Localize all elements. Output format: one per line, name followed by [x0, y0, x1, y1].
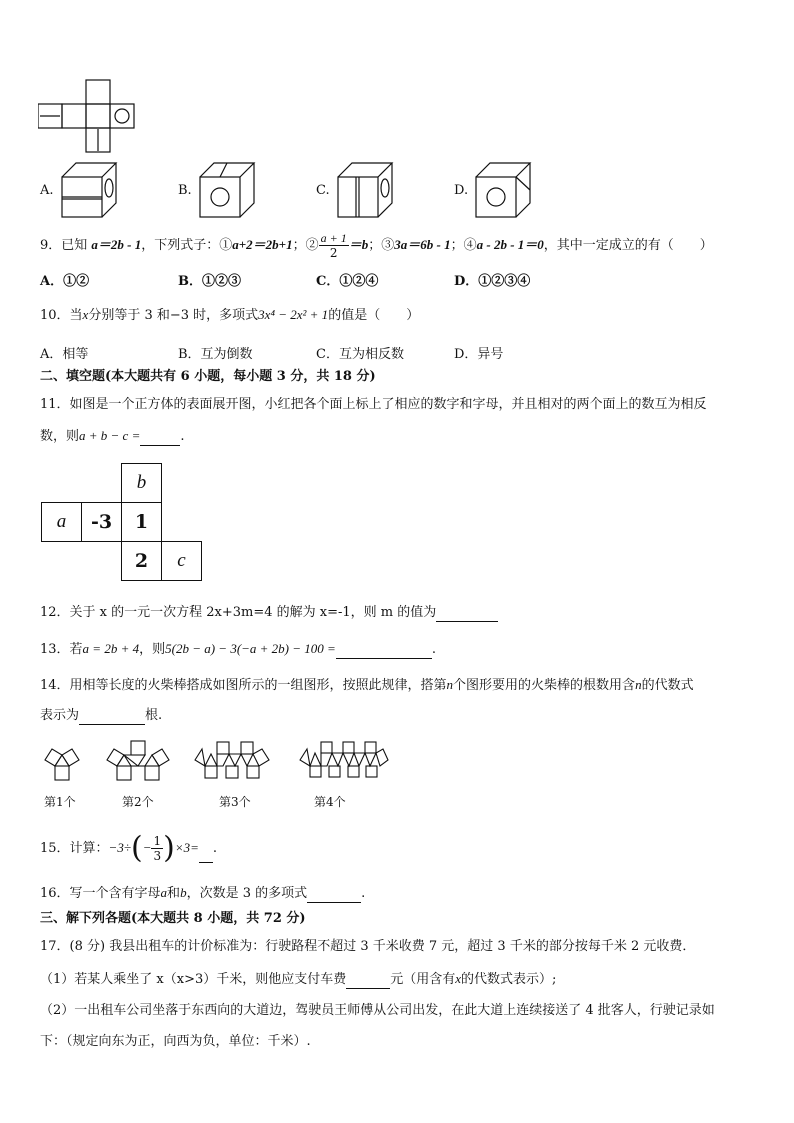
- section-2-heading: 二、填空题(本大题共有 6 小题，每小题 3 分，共 18 分): [40, 369, 376, 384]
- q15-prefix: 15．计算：: [40, 841, 109, 856]
- q15-answer-blank[interactable]: [199, 848, 213, 863]
- q12-stem: [40, 604, 498, 622]
- q17-part-2-line-2: 下：（规定向东为正，向西为负，单位：千米）.: [40, 1034, 311, 1049]
- q11-line-1: 11．如图是一个正方体的表面展开图，小红把各个面上标上了相应的数字和字母，并且相对的两个面上的数互为相反: [40, 397, 707, 412]
- q15-stem: [40, 830, 218, 866]
- q9-sep-3: ；③: [368, 238, 395, 253]
- q15-frac-numerator: 1: [153, 834, 162, 848]
- q17-intro: 17．(8 分) 我县出租车的计价标准为：行驶路程不超过 3 千米收费 7 元，超过 3 千米的部分按每千米 2 元收费．: [40, 939, 696, 954]
- q17-part-1: [40, 970, 556, 989]
- q12-answer-blank[interactable]: [436, 607, 498, 622]
- q9-frac-denominator: 2: [329, 246, 338, 260]
- net-face-a: a: [42, 503, 82, 542]
- q14-line-2: [40, 707, 162, 725]
- q9-sep-4: ；④: [450, 238, 477, 253]
- q14-caption-2: 第2个: [122, 795, 154, 809]
- q14-line-1c: 的代数式: [641, 678, 694, 693]
- q10-option-a[interactable]: A．相等: [40, 347, 89, 362]
- q9-condition: a＝2b - 1: [91, 237, 142, 252]
- section-3-heading: 三、解下列各题(本大题共 8 小题，共 72 分): [40, 911, 306, 926]
- q8-option-a-label[interactable]: A.: [40, 183, 54, 198]
- q15-left-paren: (: [130, 830, 143, 866]
- q9-suffix: ，其中一定成立的有（ ）: [543, 238, 713, 253]
- q11-answer-blank[interactable]: [140, 431, 180, 446]
- q14-var-1: n: [446, 677, 454, 692]
- q8-option-b-label[interactable]: B.: [178, 183, 192, 198]
- q13-prefix: 13．若: [40, 642, 83, 657]
- q16-answer-blank[interactable]: [307, 888, 361, 903]
- q9-fraction: [319, 231, 349, 260]
- q9-option-d[interactable]: D．①②③④: [454, 274, 531, 289]
- q10-option-b[interactable]: B．互为倒数: [178, 347, 253, 362]
- q16-var-b: b: [180, 885, 187, 900]
- q14-line-2a: 表示为: [40, 708, 80, 723]
- q9-option-a[interactable]: A．①②: [40, 274, 90, 289]
- q14-caption-4: 第4个: [314, 795, 346, 809]
- q14-var-2: n: [635, 677, 642, 692]
- cube-option-c-icon[interactable]: [336, 160, 400, 220]
- q15-minus-sign: −: [142, 840, 152, 855]
- q10-stem: [40, 306, 419, 325]
- q8-option-d-label[interactable]: D.: [454, 183, 469, 198]
- q14-line-1b: 个图形要用的火柴棒的根数用含: [453, 678, 636, 693]
- matchstick-figure-1-icon: [40, 742, 84, 786]
- q17-var: x: [455, 971, 462, 986]
- q9-prefix: 9．已知: [40, 238, 92, 253]
- q10-option-d[interactable]: D．异号: [454, 347, 504, 362]
- q15-suffix: .: [212, 841, 218, 856]
- q9-option-b[interactable]: B．①②③: [178, 274, 241, 289]
- net-face-neg3: -3: [82, 503, 122, 542]
- q14-line-2b: 根.: [145, 708, 163, 723]
- q16-stem: [40, 884, 365, 903]
- q13-answer-blank[interactable]: [336, 644, 432, 659]
- q13-expression: 5(2b − a) − 3(−a + 2b) − 100 =: [165, 641, 336, 656]
- q15-pre-expr: −3÷: [108, 840, 131, 855]
- q10-var: x: [82, 307, 89, 322]
- q16-part-a: 16．写一个含有字母: [40, 886, 161, 901]
- q9-expr-3: 3a＝6b - 1: [394, 237, 451, 252]
- net-face-2: 2: [122, 542, 162, 581]
- net-face-1: 1: [122, 503, 162, 542]
- q16-part-c: ，次数是 3 的多项式: [186, 886, 308, 901]
- q11-expression: a + b − c =: [79, 428, 141, 443]
- q17-part-1c: 的代数式表示）;: [461, 972, 557, 987]
- q10-prefix: 10．当: [40, 308, 83, 323]
- q11-line-2-prefix: 数，则: [40, 429, 80, 444]
- q10-mid: 分别等于 3 和−3 时，多项式: [88, 308, 259, 323]
- q13-suffix: .: [431, 642, 436, 657]
- q11-cube-net: [41, 463, 202, 581]
- q14-line-1a: 14．用相等长度的火柴棒搭成如图所示的一组图形，按照此规律，搭第: [40, 678, 447, 693]
- q14-caption-1: 第1个: [44, 795, 76, 809]
- q10-suffix: 的值是（ ）: [328, 308, 420, 323]
- q14-line-1: [40, 676, 694, 695]
- q16-part-b: 和: [167, 886, 181, 901]
- q9-option-c[interactable]: C．①②④: [316, 274, 379, 289]
- q17-part-1b: 元（用含有: [390, 972, 456, 987]
- cube-option-b-icon[interactable]: [198, 160, 262, 220]
- q9-sep-2: ；②: [292, 238, 319, 253]
- q8-option-c-label[interactable]: C.: [316, 183, 330, 198]
- matchstick-figure-4-icon: [298, 736, 390, 786]
- q13-stem: [40, 640, 436, 659]
- q9-mid-text: ，下列式子：①: [141, 238, 233, 253]
- q10-polynomial: 3x⁴ − 2x² + 1: [258, 307, 329, 322]
- matchstick-figure-3-icon: [193, 736, 271, 786]
- q16-var-a: a: [160, 885, 168, 900]
- q10-option-c[interactable]: C．互为相反数: [316, 347, 404, 362]
- q9-expr-2-tail: ＝b: [348, 237, 369, 252]
- q12-text: 12．关于 x 的一元一次方程 2x+3m=4 的解为 x=-1，则 m 的值为: [40, 605, 437, 620]
- cube-option-a-icon[interactable]: [60, 160, 124, 220]
- q8-cube-net-figure: [38, 79, 138, 155]
- q15-frac-denominator: 3: [153, 849, 162, 863]
- q11-line-2: [40, 427, 185, 446]
- cube-option-d-icon[interactable]: [474, 160, 538, 220]
- q15-right-paren: ): [163, 830, 175, 866]
- net-face-c: c: [162, 542, 202, 581]
- q13-mid: ，则: [139, 642, 166, 657]
- q9-frac-numerator: a + 1: [320, 231, 347, 245]
- q11-line-2-suffix: .: [180, 429, 185, 444]
- q9-expr-4: a - 2b - 1＝0: [476, 237, 544, 252]
- net-face-b: b: [122, 464, 162, 503]
- q17-answer-blank[interactable]: [346, 974, 390, 989]
- q16-part-d: .: [361, 886, 366, 901]
- q14-caption-3: 第3个: [219, 795, 251, 809]
- q14-answer-blank[interactable]: [79, 710, 145, 725]
- q17-part-2-line-1: （2）一出租车公司坐落于东西向的大道边，驾驶员王师傅从公司出发，在此大道上连续接送了 4 批客人，行驶记录如: [40, 1003, 715, 1018]
- q9-stem: [40, 231, 713, 260]
- matchstick-figure-2-icon: [105, 736, 171, 786]
- q13-condition: a = 2b + 4: [82, 641, 140, 656]
- q15-post-expr: ×3=: [174, 840, 199, 855]
- q9-expr-1: a+2＝2b+1: [232, 237, 293, 252]
- q15-fraction: [151, 834, 163, 863]
- q17-part-1a: （1）若某人乘坐了 x（x>3）千米，则他应支付车费: [40, 972, 347, 987]
